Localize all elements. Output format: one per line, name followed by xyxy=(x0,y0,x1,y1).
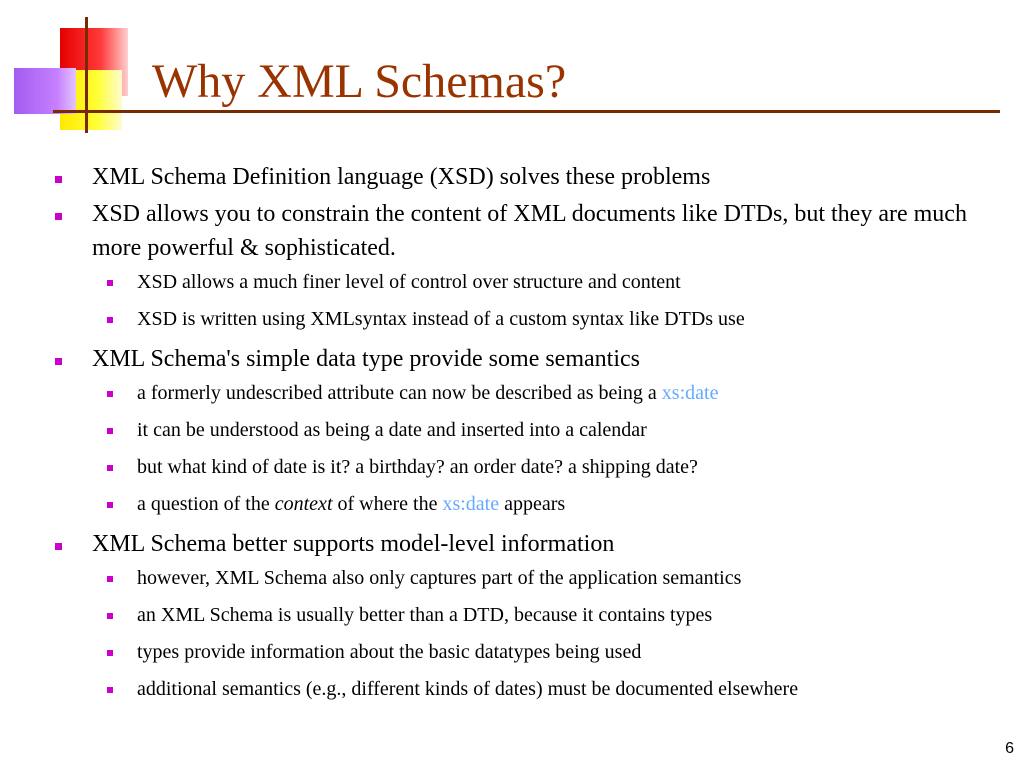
bullet-text: XSD allows you to constrain the content of XML documents like DTDs, but they are much more powerful & sophisticated. xyxy=(92,201,967,261)
bullet-item xyxy=(0,342,1024,376)
bullet-text: XML Schema Definition language (XSD) solves these problems xyxy=(92,164,711,190)
sub-bullet-text: an XML Schema is usually better than a DTD, because it contains types xyxy=(137,604,713,626)
sub-bullet-item xyxy=(0,379,1024,407)
sub-bullet-item xyxy=(0,268,1024,296)
sub-bullet-square-icon xyxy=(107,687,113,693)
emphasized-term: context xyxy=(274,493,333,515)
slide-title: Why XML Schemas? xyxy=(152,55,567,108)
sub-bullet-text: a question of the xyxy=(137,493,275,515)
page-number: 6 xyxy=(1005,740,1014,757)
bullet-square-icon xyxy=(55,176,62,183)
sub-bullet-square-icon xyxy=(107,465,113,471)
code-term-xs-date: xs:date xyxy=(661,382,719,404)
sub-bullet-text: additional semantics (e.g., different kinds of dates) must be documented elsewhere xyxy=(137,678,799,700)
sub-bullet-text: it can be understood as being a date and inserted into a calendar xyxy=(137,419,647,441)
sub-bullet-square-icon xyxy=(107,650,113,656)
sub-bullet-text: appears xyxy=(499,493,566,515)
sub-bullet-square-icon xyxy=(107,576,113,582)
slide-content xyxy=(0,160,1024,712)
sub-bullet-item xyxy=(0,601,1024,629)
sub-bullet-text: however, XML Schema also only captures part of the application semantics xyxy=(137,567,742,589)
sub-bullet-text: but what kind of date is it? a birthday? an order date? a shipping date? xyxy=(137,456,698,478)
sub-bullet-square-icon xyxy=(107,317,113,323)
sub-bullet-item xyxy=(0,490,1024,518)
sub-bullet-text: XSD is written using XMLsyntax instead of a custom syntax like DTDs use xyxy=(137,308,745,330)
sub-bullet-square-icon xyxy=(107,613,113,619)
bullet-square-icon xyxy=(55,213,62,220)
bullet-text: XML Schema better supports model-level information xyxy=(92,531,615,557)
sub-bullet-square-icon xyxy=(107,502,113,508)
sub-bullet-square-icon xyxy=(107,391,113,397)
bullet-square-icon xyxy=(55,543,62,550)
bullet-text: XML Schema's simple data type provide some semantics xyxy=(92,346,640,372)
logo-purple-square xyxy=(14,68,76,114)
sub-bullet-item xyxy=(0,416,1024,444)
bullet-item xyxy=(0,527,1024,561)
sub-bullet-item xyxy=(0,453,1024,481)
bullet-item xyxy=(0,160,1024,194)
bullet-square-icon xyxy=(55,358,62,365)
bullet-item xyxy=(0,197,1024,265)
sub-bullet-text: XSD allows a much finer level of control over structure and content xyxy=(137,271,681,293)
sub-bullet-text: a formerly undescribed attribute can now be described as being a xyxy=(137,382,662,404)
sub-bullet-text: of where the xyxy=(332,493,443,515)
slide-logo-decoration xyxy=(0,0,140,140)
code-term-xs-date: xs:date xyxy=(442,493,500,515)
logo-vertical-line xyxy=(85,17,88,133)
sub-bullet-item xyxy=(0,675,1024,703)
sub-bullet-square-icon xyxy=(107,280,113,286)
sub-bullet-item xyxy=(0,638,1024,666)
sub-bullet-item xyxy=(0,564,1024,592)
sub-bullet-square-icon xyxy=(107,428,113,434)
sub-bullet-text: types provide information about the basic datatypes being used xyxy=(137,641,642,663)
sub-bullet-item xyxy=(0,305,1024,333)
